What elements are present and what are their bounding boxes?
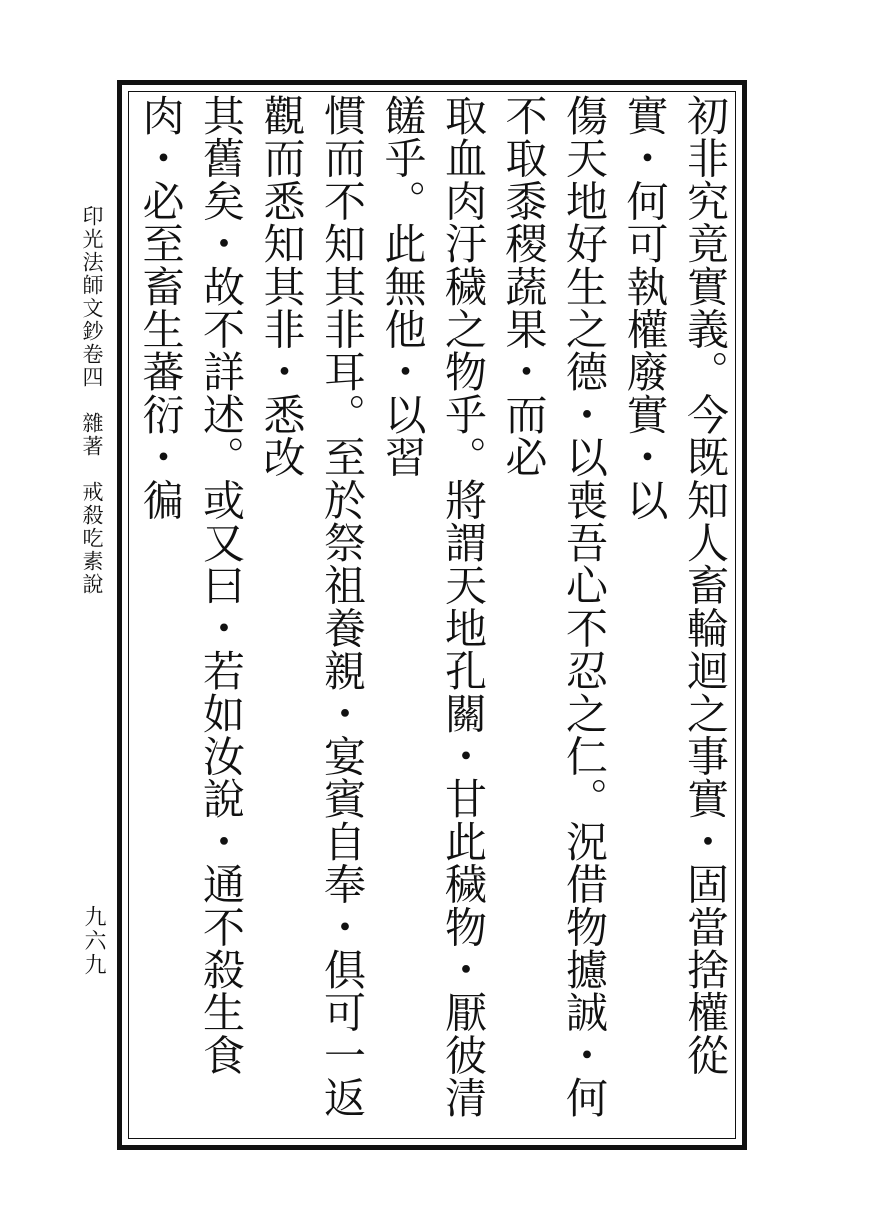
text-column: 其舊矣・故不詳述。或又曰・若如汝說・通不殺生食肉・必至畜生蕃衍・徧 <box>136 94 246 1077</box>
text-column: 取血肉汙穢之物乎。將謂天地孔關・甘此穢物・厭彼清饈乎。此無他・以習 <box>378 94 488 1119</box>
main-text <box>130 94 735 1130</box>
text-column: 傷天地好生之德・以喪吾心不忍之仁。況借物攄誠・何不取黍稷蔬果・而必 <box>499 94 609 1119</box>
text-column: 慣而不知其非耳。至於祭祖養親・宴賓自奉・俱可一返觀而悉知其非・悉改 <box>257 94 367 1119</box>
running-head: 印光法師文鈔卷四 雜著 戒殺吃素說 <box>80 205 104 596</box>
page-number: 九六九 <box>81 905 106 977</box>
text-column: 初非究竟實義。今既知人畜輪迴之事實・固當捨權從實・何可執權廢實・以 <box>620 94 730 1077</box>
